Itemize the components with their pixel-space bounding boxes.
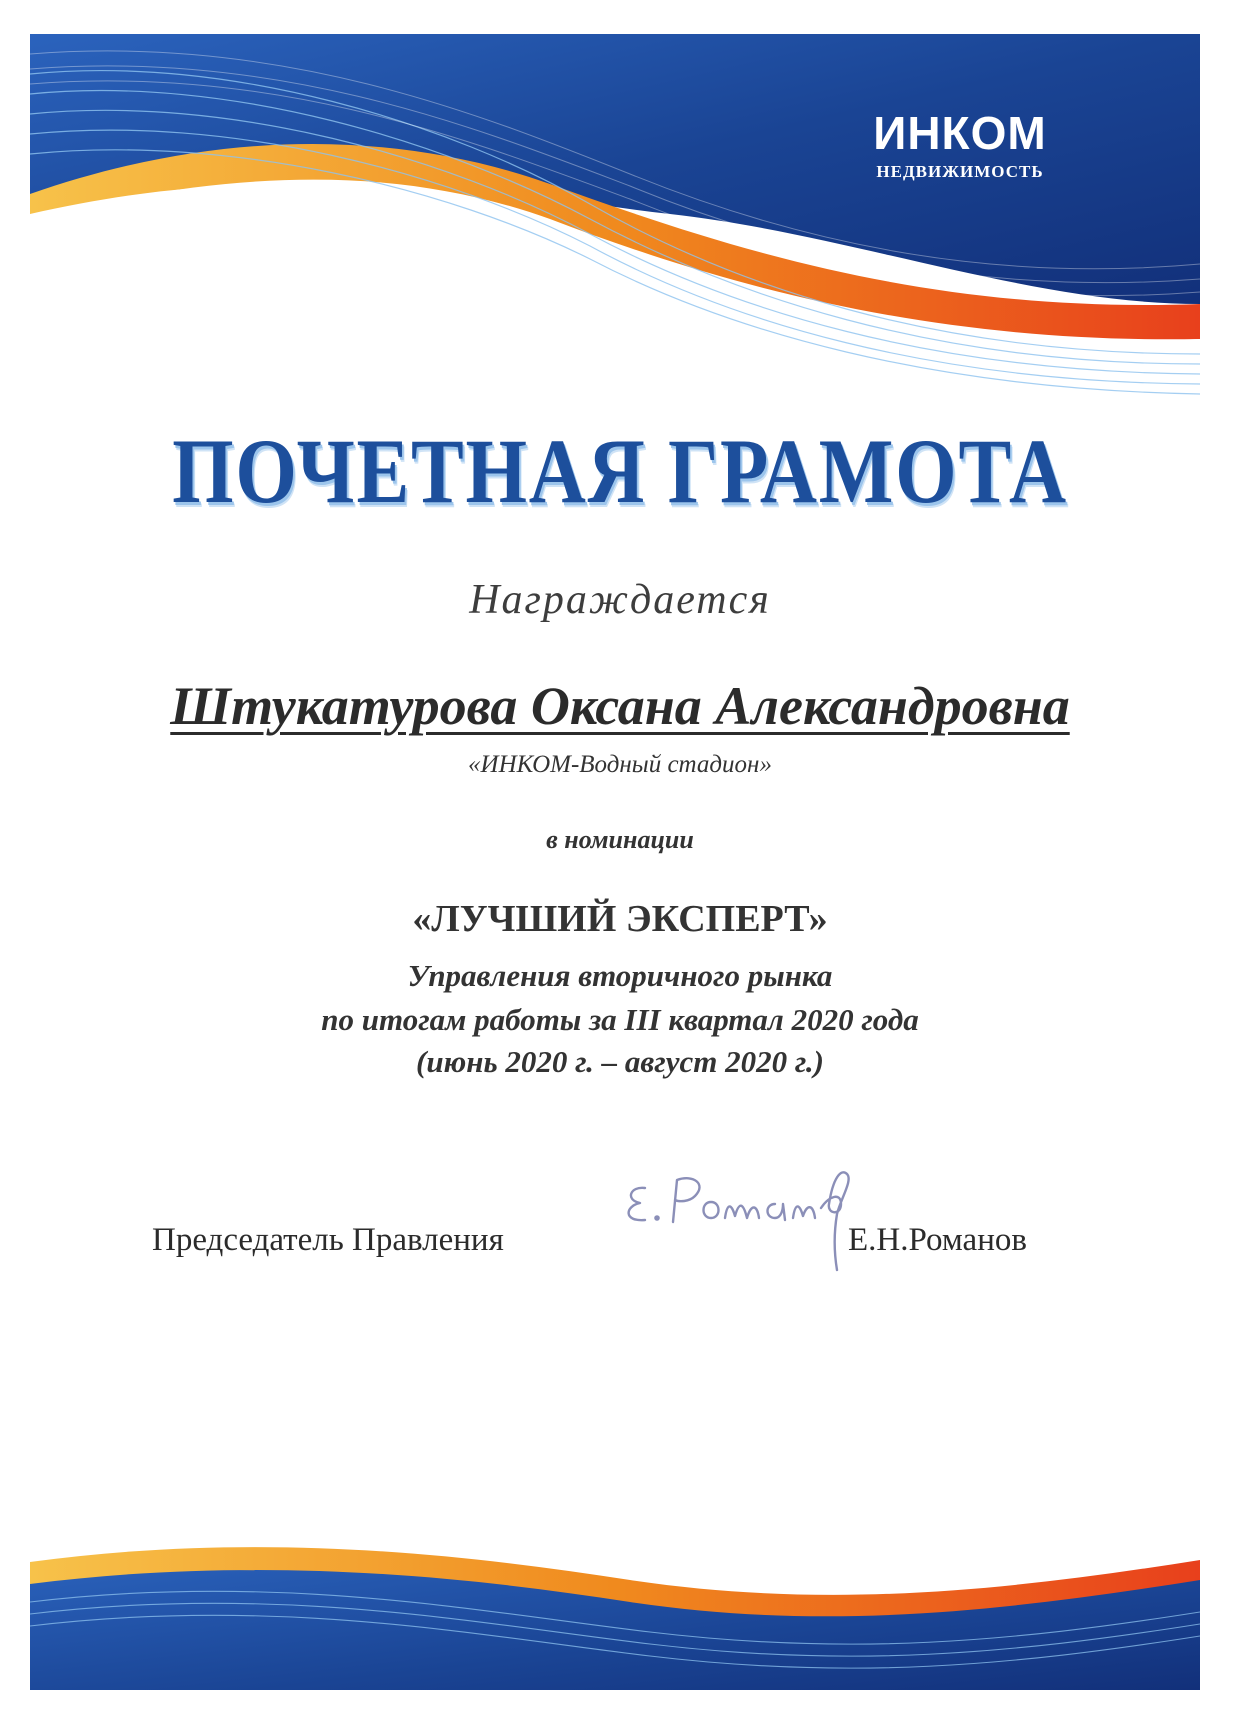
header-wave-banner (30, 34, 1200, 404)
certificate-title: ПОЧЕТНАЯ ГРАМОТА (172, 420, 1068, 522)
recipient-name: Штукатурова Оксана Александровна (170, 676, 1070, 736)
nomination-title: «ЛУЧШИЙ ЭКСПЕРТ» (412, 898, 828, 940)
handwritten-signature (615, 1158, 915, 1278)
nomination-intro: в номинации (546, 825, 694, 854)
awarded-line: Награждается (469, 577, 771, 623)
logo-subtitle: НЕДВИЖИМОСТЬ (876, 162, 1044, 181)
office-name: «ИНКОМ-Водный стадион» (468, 751, 772, 778)
company-logo (830, 107, 1090, 182)
signer-name: Е.Н.Романов (848, 1222, 1027, 1258)
description-line: по итогам работы за III квартал 2020 года (321, 1002, 919, 1037)
description-line: Управления вторичного рынка (407, 958, 833, 993)
logo-brand: ИНКОМ (873, 107, 1047, 159)
description-line: (июнь 2020 г. – август 2020 г.) (416, 1044, 824, 1079)
signer-position: Председатель Правления (152, 1222, 504, 1258)
footer-wave-banner (30, 1532, 1200, 1690)
